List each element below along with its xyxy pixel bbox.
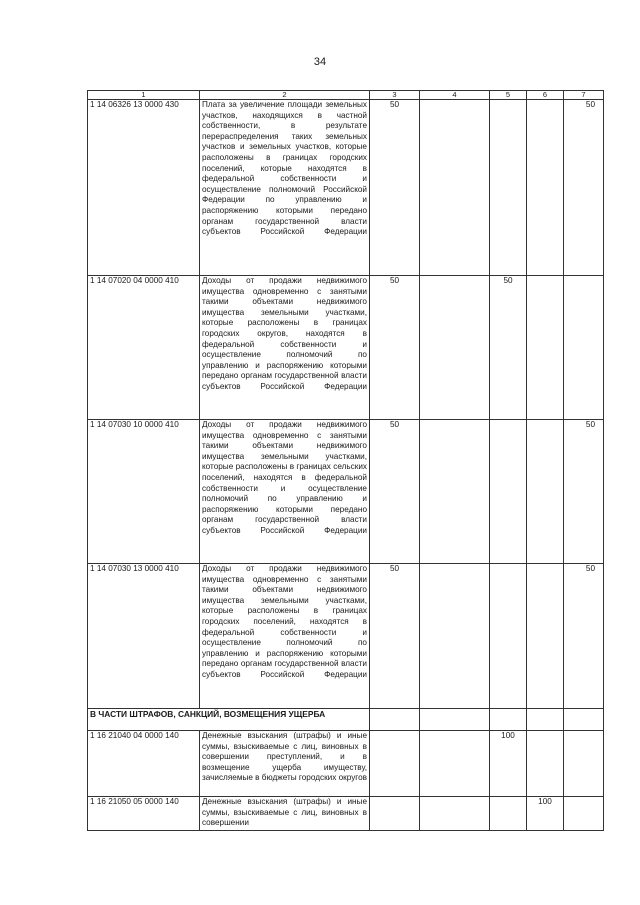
value-col5: 50 [490,276,527,420]
empty-cell [490,709,527,731]
value-col7: 50 [564,564,604,709]
value-col6 [527,564,564,709]
value-col5 [490,797,527,831]
value-col7 [564,276,604,420]
column-header: 5 [490,91,527,100]
revenue-table [87,90,604,831]
column-header: 7 [564,91,604,100]
value-col5 [490,564,527,709]
value-col6 [527,276,564,420]
value-col6: 100 [527,797,564,831]
column-header: 1 [88,91,200,100]
income-description: Денежные взыскания (штрафы) и иные суммы, взыскиваемые с лиц, виновных в совершении преступлений, и в возмещение ущерба имуществу, зачисляемые в бюджеты городских округов [200,731,370,797]
column-header: 3 [370,91,420,100]
budget-code: 1 14 07030 10 0000 410 [88,420,200,564]
value-col4 [420,420,490,564]
empty-cell [564,709,604,731]
value-col3: 50 [370,276,420,420]
budget-code: 1 14 07030 13 0000 410 [88,564,200,709]
table-row [88,731,604,797]
column-number-row [88,91,604,100]
column-header: 2 [200,91,370,100]
column-header: 6 [527,91,564,100]
value-col5 [490,100,527,276]
empty-cell [527,709,564,731]
empty-cell [420,709,490,731]
value-col3: 50 [370,100,420,276]
table-row [88,100,604,276]
value-col7 [564,797,604,831]
table-row [88,797,604,831]
income-description: Доходы от продажи недвижимого имущества одновременно с занятыми такими объектами недвижимого имущества земельными участками, которые расположены в границах городских округов, находятся в федеральной собственности и осуществление полномочий по управлению и распоряжению которыми передано органам государственной власти субъектов Российской Федерации [200,276,370,420]
page-number: 34 [313,56,327,68]
value-col3: 50 [370,420,420,564]
table-row [88,276,604,420]
value-col6 [527,420,564,564]
budget-code: 1 16 21040 04 0000 140 [88,731,200,797]
value-col5 [490,420,527,564]
value-col5: 100 [490,731,527,797]
value-col6 [527,100,564,276]
value-col4 [420,797,490,831]
budget-code: 1 16 21050 05 0000 140 [88,797,200,831]
income-description: Плата за увеличение площади земельных участков, находящихся в частной собственности, в результате перераспределения таких земельных участков и земельных участков, которые расположены в границах городских поселений, которые находятся в федеральной собственности и осуществление полномочий Российской Федерации по управлению и распоряжению которыми передано органам государственной власти субъектов Российской Федерации [200,100,370,276]
value-col7 [564,731,604,797]
value-col4 [420,564,490,709]
table-row [88,564,604,709]
table-row [88,420,604,564]
value-col4 [420,276,490,420]
value-col4 [420,731,490,797]
value-col6 [527,731,564,797]
empty-cell [370,709,420,731]
value-col7: 50 [564,420,604,564]
section-heading-row [88,709,604,731]
income-description: Доходы от продажи недвижимого имущества одновременно с занятыми такими объектами недвижимого имущества земельными участками, которые расположены в границах городских поселений, находятся в федеральной собственности и осуществление полномочий по управлению и распоряжению которыми передано органам государственной власти субъектов Российской Федерации [200,564,370,709]
value-col7: 50 [564,100,604,276]
income-description: Доходы от продажи недвижимого имущества одновременно с занятыми такими объектами недвижимого имущества земельными участками, которые расположены в границах сельских поселений, находятся в федеральной собственности и осуществление полномочий по управлению и распоряжению которыми передано органам государственной власти субъектов Российской Федерации [200,420,370,564]
value-col4 [420,100,490,276]
section-heading: В ЧАСТИ ШТРАФОВ, САНКЦИЙ, ВОЗМЕЩЕНИЯ УЩЕРБА [88,709,370,731]
budget-code: 1 14 06326 13 0000 430 [88,100,200,276]
value-col3 [370,731,420,797]
budget-code: 1 14 07020 04 0000 410 [88,276,200,420]
income-description: Денежные взыскания (штрафы) и иные суммы, взыскиваемые с лиц, виновных в совершении [200,797,370,831]
value-col3: 50 [370,564,420,709]
value-col3 [370,797,420,831]
column-header: 4 [420,91,490,100]
